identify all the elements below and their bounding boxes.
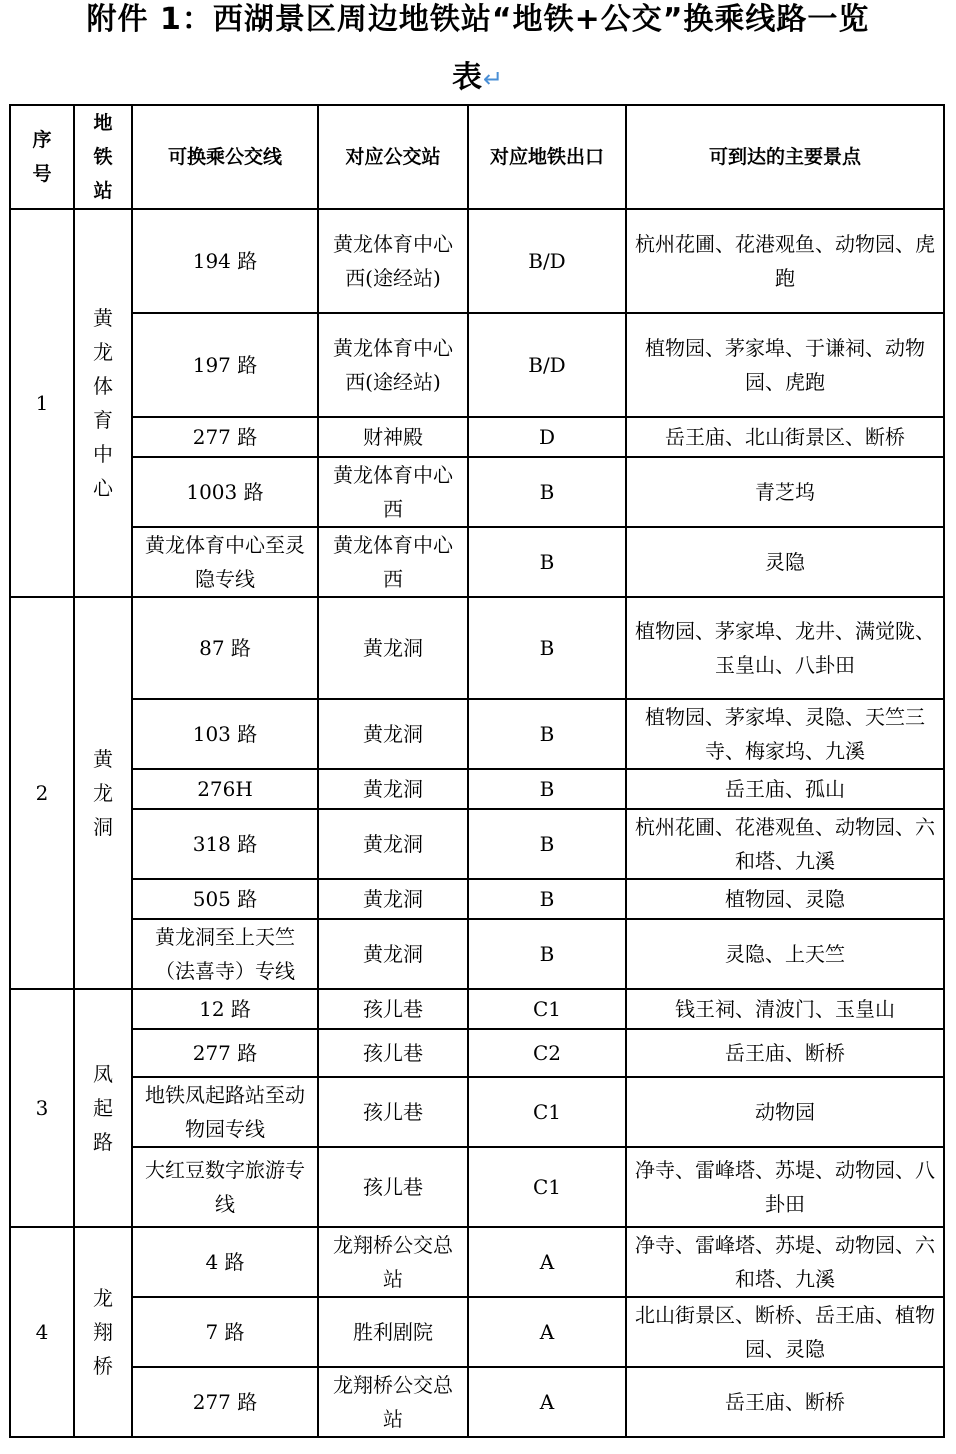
bus-stop-cell: 孩儿巷	[318, 1077, 468, 1147]
bus-line-cell: 87 路	[132, 597, 318, 699]
table-row	[10, 1029, 944, 1077]
spots-cell: 动物园	[626, 1077, 944, 1147]
spots-cell: 灵隐、上天竺	[626, 919, 944, 989]
spots-cell: 植物园、茅家埠、龙井、满觉陇、玉皇山、八卦田	[626, 597, 944, 699]
bus-stop-cell: 黄龙洞	[318, 597, 468, 699]
metro-exit-cell: B	[468, 597, 626, 699]
group-number: 3	[10, 989, 74, 1227]
bus-line-cell: 7 路	[132, 1297, 318, 1367]
title-line-1: 附件 1：西湖景区周边地铁站“地铁+公交”换乘线路一览	[86, 2, 870, 37]
bus-line-cell: 505 路	[132, 879, 318, 919]
spots-cell: 钱王祠、清波门、玉皇山	[626, 989, 944, 1029]
spots-cell: 岳王庙、孤山	[626, 769, 944, 809]
bus-line-cell: 12 路	[132, 989, 318, 1029]
bus-line-cell: 318 路	[132, 809, 318, 879]
spots-cell: 岳王庙、北山街景区、断桥	[626, 417, 944, 457]
metro-exit-cell: B	[468, 457, 626, 527]
bus-stop-cell: 黄龙体育中心西(途经站)	[318, 209, 468, 313]
spots-cell: 植物园、茅家埠、灵隐、天竺三寺、梅家坞、九溪	[626, 699, 944, 769]
table-row	[10, 1367, 944, 1437]
bus-line-cell: 4 路	[132, 1227, 318, 1297]
bus-stop-cell: 黄龙洞	[318, 879, 468, 919]
bus-line-cell: 276H	[132, 769, 318, 809]
table-row	[10, 1227, 944, 1297]
bus-stop-cell: 胜利剧院	[318, 1297, 468, 1367]
bus-stop-cell: 黄龙体育中心西	[318, 527, 468, 597]
bus-stop-cell: 财神殿	[318, 417, 468, 457]
table-row	[10, 313, 944, 417]
bus-stop-cell: 黄龙洞	[318, 769, 468, 809]
bus-line-cell: 197 路	[132, 313, 318, 417]
metro-exit-cell: B/D	[468, 209, 626, 313]
transfer-table	[9, 104, 945, 1438]
spots-cell: 植物园、茅家埠、于谦祠、动物园、虎跑	[626, 313, 944, 417]
table-row	[10, 597, 944, 699]
bus-line-cell: 1003 路	[132, 457, 318, 527]
table-row	[10, 809, 944, 879]
bus-stop-cell: 黄龙洞	[318, 809, 468, 879]
metro-exit-cell: B/D	[468, 313, 626, 417]
bus-stop-cell: 孩儿巷	[318, 1147, 468, 1227]
spots-cell: 净寺、雷峰塔、苏堤、动物园、八卦田	[626, 1147, 944, 1227]
table-row	[10, 919, 944, 989]
bus-line-cell: 黄龙体育中心至灵隐专线	[132, 527, 318, 597]
metro-exit-cell: B	[468, 919, 626, 989]
table-row	[10, 417, 944, 457]
table-row	[10, 879, 944, 919]
metro-exit-cell: A	[468, 1367, 626, 1437]
bus-stop-cell: 孩儿巷	[318, 1029, 468, 1077]
header-spots: 可到达的主要景点	[626, 105, 944, 209]
bus-line-cell: 194 路	[132, 209, 318, 313]
metro-exit-cell: B	[468, 699, 626, 769]
bus-stop-cell: 龙翔桥公交总站	[318, 1367, 468, 1437]
metro-station: 黄龙洞	[74, 597, 132, 989]
table-body	[10, 209, 944, 1437]
metro-exit-cell: C1	[468, 989, 626, 1029]
metro-exit-cell: B	[468, 809, 626, 879]
bus-stop-cell: 黄龙洞	[318, 919, 468, 989]
bus-line-cell: 地铁凤起路站至动物园专线	[132, 1077, 318, 1147]
bus-line-cell: 黄龙洞至上天竺（法喜寺）专线	[132, 919, 318, 989]
metro-exit-cell: B	[468, 527, 626, 597]
bus-line-cell: 277 路	[132, 417, 318, 457]
bus-stop-cell: 龙翔桥公交总站	[318, 1227, 468, 1297]
metro-exit-cell: A	[468, 1227, 626, 1297]
group-number: 2	[10, 597, 74, 989]
header-station: 地铁站	[74, 105, 132, 209]
spots-cell: 杭州花圃、花港观鱼、动物园、六和塔、九溪	[626, 809, 944, 879]
spots-cell: 北山街景区、断桥、岳王庙、植物园、灵隐	[626, 1297, 944, 1367]
metro-station: 凤起路	[74, 989, 132, 1227]
bus-line-cell: 大红豆数字旅游专线	[132, 1147, 318, 1227]
table-row	[10, 1147, 944, 1227]
bus-line-cell: 277 路	[132, 1029, 318, 1077]
bus-stop-cell: 黄龙体育中心西	[318, 457, 468, 527]
metro-station: 龙翔桥	[74, 1227, 132, 1437]
table-row	[10, 769, 944, 809]
table-row	[10, 1077, 944, 1147]
spots-cell: 岳王庙、断桥	[626, 1367, 944, 1437]
header-row	[10, 105, 944, 209]
bus-stop-cell: 孩儿巷	[318, 989, 468, 1029]
metro-exit-cell: C1	[468, 1077, 626, 1147]
bus-line-cell: 277 路	[132, 1367, 318, 1437]
header-bus-line: 可换乘公交线	[132, 105, 318, 209]
metro-exit-cell: B	[468, 769, 626, 809]
metro-exit-cell: B	[468, 879, 626, 919]
metro-exit-cell: A	[468, 1297, 626, 1367]
group-number: 4	[10, 1227, 74, 1437]
group-number: 1	[10, 209, 74, 597]
header-no: 序号	[10, 105, 74, 209]
metro-exit-cell: C2	[468, 1029, 626, 1077]
table-row	[10, 989, 944, 1029]
bus-stop-cell: 黄龙洞	[318, 699, 468, 769]
bus-stop-cell: 黄龙体育中心西(途经站)	[318, 313, 468, 417]
header-bus-stop: 对应公交站	[318, 105, 468, 209]
bus-line-cell: 103 路	[132, 699, 318, 769]
spots-cell: 植物园、灵隐	[626, 879, 944, 919]
header-metro-exit: 对应地铁出口	[468, 105, 626, 209]
metro-exit-cell: C1	[468, 1147, 626, 1227]
spots-cell: 青芝坞	[626, 457, 944, 527]
spots-cell: 岳王庙、断桥	[626, 1029, 944, 1077]
metro-exit-cell: D	[468, 417, 626, 457]
spots-cell: 净寺、雷峰塔、苏堤、动物园、六和塔、九溪	[626, 1227, 944, 1297]
table-row	[10, 527, 944, 597]
spots-cell: 杭州花圃、花港观鱼、动物园、虎跑	[626, 209, 944, 313]
table-row	[10, 209, 944, 313]
table-row	[10, 1297, 944, 1367]
table-row	[10, 457, 944, 527]
spots-cell: 灵隐	[626, 527, 944, 597]
title-line-2: 表↵	[451, 60, 505, 95]
table-row	[10, 699, 944, 769]
metro-station: 黄龙体育中心	[74, 209, 132, 597]
